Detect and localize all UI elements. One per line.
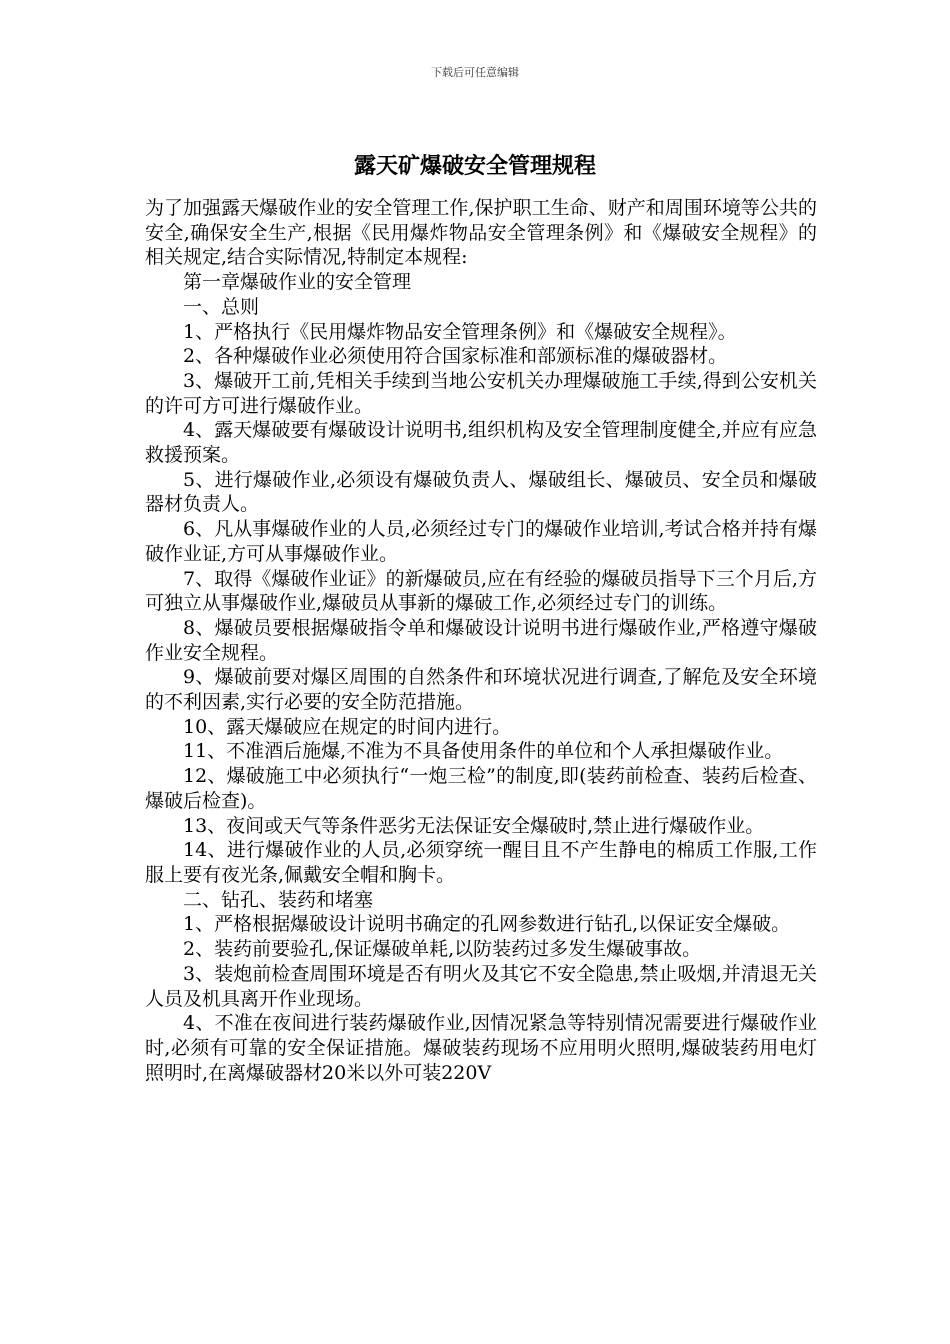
paragraph: 3、爆破开工前,凭相关手续到当地公安机关办理爆破施工手续,得到公安机关的许可方可进行爆破作业。: [145, 369, 817, 417]
paragraph: 为了加强露天爆破作业的安全管理工作,保护职工生命、财产和周围环境等公共的安全,确保安全生产,根据《民用爆炸物品安全管理条例》和《爆破安全规程》的相关规定,结合实际情况,特制定本规程:: [145, 197, 817, 269]
paragraph: 10、露天爆破应在规定的时间内进行。: [183, 715, 512, 738]
paragraph: 1、严格执行《民用爆炸物品安全管理条例》和《爆破安全规程》。: [183, 320, 737, 343]
paragraph: 第一章爆破作业的安全管理: [183, 271, 412, 294]
paragraph: 2、装药前要验孔,保证爆破单耗,以防装药过多发生爆破事故。: [183, 938, 702, 961]
paragraph: 13、夜间或天气等条件恶劣无法保证安全爆破时,禁止进行爆破作业。: [183, 814, 765, 837]
paragraph: 6、凡从事爆破作业的人员,必须经过专门的爆破作业培训,考试合格并持有爆破作业证,方可从事爆破作业。: [145, 518, 817, 565]
paragraph: 8、爆破员要根据爆破指令单和爆破设计说明书进行爆破作业,严格遵守爆破作业安全规程。: [145, 616, 817, 664]
paragraph: 3、装炮前检查周围环境是否有明火及其它不安全隐患,禁止吸烟,并清退无关人员及机具离开作业现场。: [145, 962, 817, 1010]
document-body: [145, 196, 817, 1085]
paragraph: 2、各种爆破作业必须使用符合国家标准和部颁标准的爆破器材。: [183, 345, 728, 368]
paragraph: 二、钻孔、装药和堵塞: [183, 888, 374, 911]
paragraph: 1、严格根据爆破设计说明书确定的孔网参数进行钻孔,以保证安全爆破。: [183, 913, 791, 936]
paragraph: 7、取得《爆破作业证》的新爆破员,应在有经验的爆破员指导下三个月后,方可独立从事爆破作业,爆破员从事新的爆破工作,必须经过专门的训练。: [145, 567, 817, 615]
document-title: 露天矿爆破安全管理规程: [353, 153, 596, 179]
header-note: 下载后可任意编辑: [431, 66, 519, 79]
paragraph: 11、不准酒后施爆,不准为不具备使用条件的单位和个人承担爆破作业。: [183, 740, 784, 763]
paragraph: 14、进行爆破作业的人员,必须穿统一醒目且不产生静电的棉质工作服,工作服上要有夜光条,佩戴安全帽和胸卡。: [145, 839, 817, 886]
paragraph: 9、爆破前要对爆区周围的自然条件和环境状况进行调查,了解危及安全环境的不利因素,实行必要的安全防范措施。: [145, 666, 817, 714]
paragraph: 一、总则: [183, 295, 260, 318]
paragraph: 4、不准在夜间进行装药爆破作业,因情况紧急等特别情况需要进行爆破作业时,必须有可靠的安全保证措施。爆破装药现场不应用明火照明,爆破装药用电灯照明时,在离爆破器材20米以外可装220V: [145, 1012, 817, 1084]
paragraph: 5、进行爆破作业,必须设有爆破负责人、爆破组长、爆破员、安全员和爆破器材负责人。: [145, 468, 817, 516]
paragraph: 12、爆破施工中必须执行“一炮三检”的制度,即(装药前检查、装药后检查、爆破后检查)。: [145, 765, 817, 812]
paragraph: 4、露天爆破要有爆破设计说明书,组织机构及安全管理制度健全,并应有应急救援预案。: [145, 419, 817, 467]
